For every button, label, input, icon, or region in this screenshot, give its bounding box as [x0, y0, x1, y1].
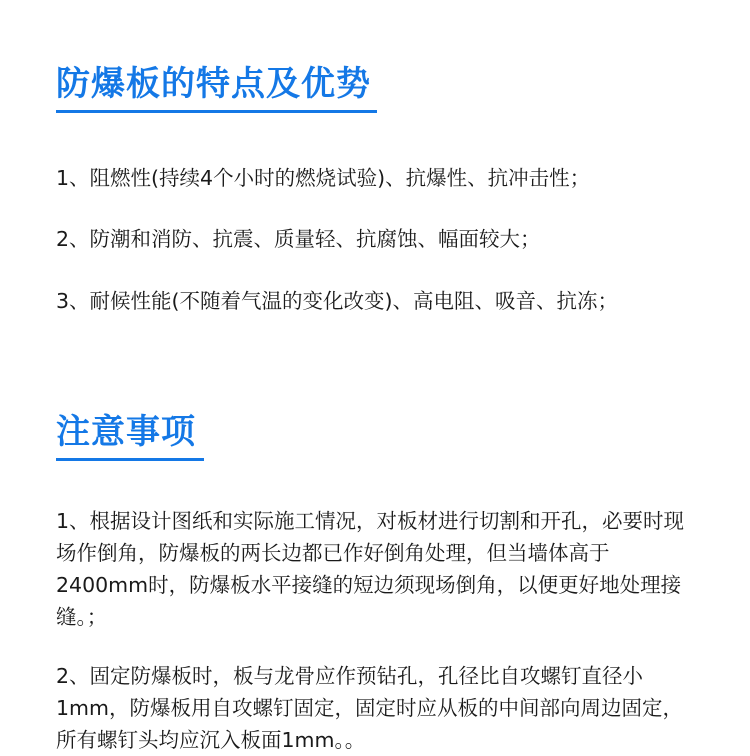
feature-item-2: 2、防潮和消防、抗震、质量轻、抗腐蚀、幅面较大； [56, 227, 541, 251]
note-item-2: 2、固定防爆板时，板与龙骨应作预钻孔，孔径比自攻螺钉直径小1mm，防爆板用自攻螺钉固定，固定时应从板的中间部向周边固定，所有螺钉头均应沉入板面1mm。。 [56, 664, 683, 752]
feature-item-3: 3、耐候性能(不随着气温的变化改变)、高电阻、吸音、抗冻； [56, 289, 619, 313]
section-heading-features: 防爆板的特点及优势 [56, 62, 377, 113]
section-heading-notes: 注意事项 [56, 410, 204, 461]
note-item-1: 1、根据设计图纸和实际施工情况，对板材进行切割和开孔，必要时现场作倒角，防爆板的两长边都已作好倒角处理，但当墙体高于2400mm时，防爆板水平接缝的短边须现场倒角，以便更好地处理接缝。； [56, 509, 685, 629]
feature-item-1: 1、阻燃性(持续4个小时的燃烧试验)、抗爆性、抗冲击性； [56, 166, 591, 190]
